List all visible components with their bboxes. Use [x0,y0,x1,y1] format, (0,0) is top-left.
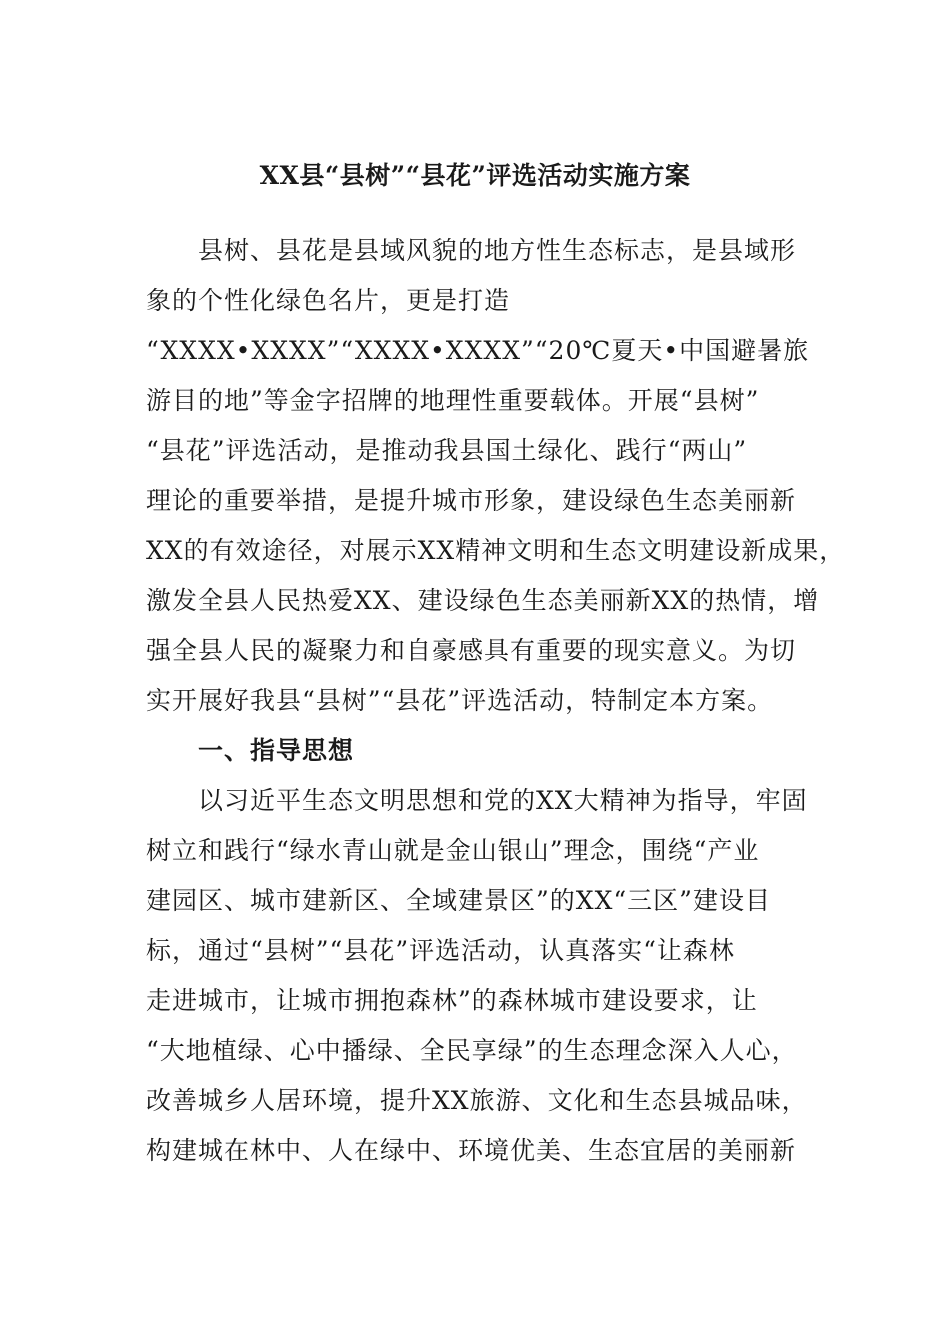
intro-line: 县树、县花是县域风貌的地方性生态标志，是县域形 [198,236,797,265]
intro-line: 强全县人民的凝聚力和自豪感具有重要的现实意义。为切 [146,636,797,665]
section-line: 标，通过“县树”“县花”评选活动，认真落实“让森林 [146,936,735,965]
intro-line: “XXXX•XXXX”“XXXX•XXXX”“20℃夏天•中国避暑旅 [146,336,810,365]
section-heading: 一、指导思想 [198,736,355,765]
intro-line: 理论的重要举措，是提升城市形象，建设绿色生态美丽新 [146,486,797,515]
intro-line: 游目的地”等金字招牌的地理性重要载体。开展“县树” [146,386,760,415]
intro-line: XX的有效途径，对展示XX精神文明和生态文明建设新成果， [146,536,846,565]
intro-line: “县花”评选活动，是推动我县国土绿化、践行“两山” [146,436,748,465]
section-line: 建园区、城市建新区、全域建景区”的XX“三区”建设目 [146,886,771,915]
intro-line: 激发全县人民热爱XX、建设绿色生态美丽新XX的热情，增 [146,586,820,615]
section-line: “大地植绿、心中播绿、全民享绿”的生态理念深入人心， [146,1036,798,1065]
intro-line: 象的个性化绿色名片，更是打造 [146,286,511,315]
section-line: 以习近平生态文明思想和党的XX大精神为指导，牢固 [198,786,808,815]
section-line: 走进城市，让城市拥抱森林”的森林城市建设要求，让 [146,986,758,1015]
section-line: 树立和践行“绿水青山就是金山银山”理念，围绕“产业 [146,836,760,865]
document-title: XX县“县树”“县花”评选活动实施方案 [259,161,691,190]
intro-line: 实开展好我县“县树”“县花”评选活动，特制定本方案。 [146,686,774,715]
section-line: 改善城乡人居环境，提升XX旅游、文化和生态县城品味， [146,1086,808,1115]
section-line: 构建城在林中、人在绿中、环境优美、生态宜居的美丽新 [146,1136,797,1165]
